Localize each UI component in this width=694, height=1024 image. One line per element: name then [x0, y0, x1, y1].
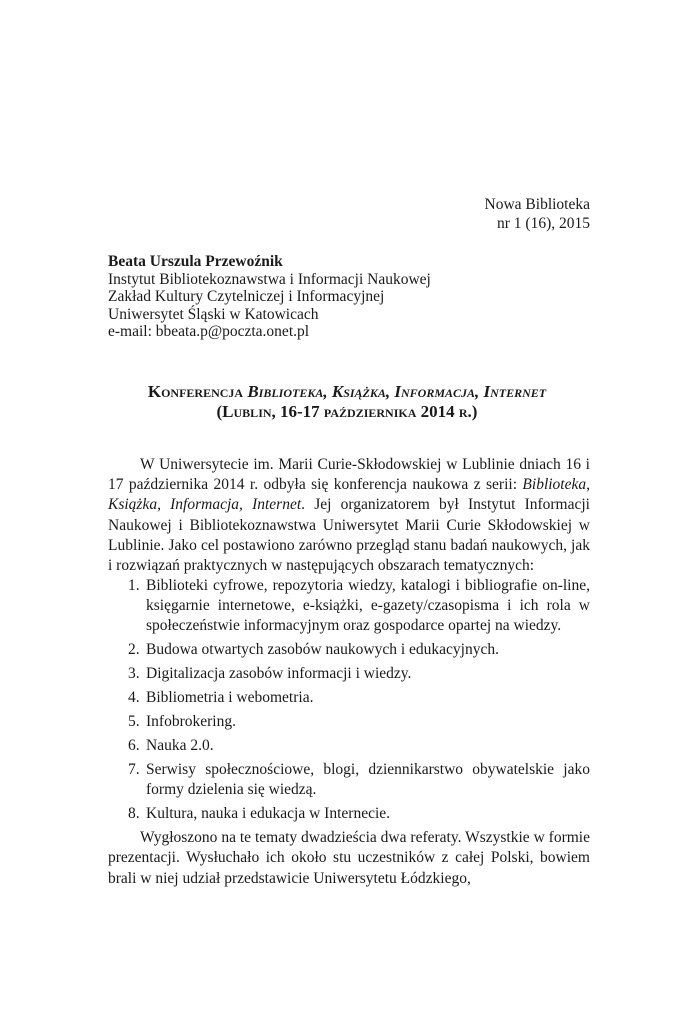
list-item-number: 8.: [128, 805, 140, 823]
intro-series-name: Biblioteka, Książka, Informacja, Internet: [108, 476, 590, 514]
list-item-text: Digitalizacja zasobów informacji i wiedzy.: [146, 665, 412, 683]
list-item: [108, 804, 590, 824]
author-name: Beata Urszula Przewoźnik: [108, 253, 283, 270]
list-item-number: 5.: [128, 713, 140, 731]
list-item: [108, 688, 590, 708]
title-line-1: [104, 382, 590, 402]
list-item: [108, 664, 590, 684]
title-prefix: Konferencja: [147, 382, 248, 401]
list-item-text: Bibliometria i webometria.: [146, 689, 314, 707]
list-item-number: 7.: [128, 761, 140, 779]
author-affiliation-2: Zakład Kultury Czytelniczej i Informacyjnej: [108, 288, 385, 305]
list-item: [108, 736, 590, 756]
list-item-text: Biblioteki cyfrowe, repozytoria wiedzy, katalogi i bibliografie on-line, księgarnie internetowe, e-książki, e-gazety/czasopisma i ich rola w społeczeństwie informacyjnym oraz gospodarce opartej na wiedzy.: [146, 577, 590, 635]
list-item: [108, 712, 590, 732]
title-italic: Biblioteka, Książka, Informacja, Internet: [247, 382, 547, 401]
intro-text-start: W Uniwersytecie im. Marii Curie-Skłodowskiej w Lublinie dniach 16 i 17 października 2014 r. odbyła się konferencja naukowa z serii:: [108, 456, 590, 494]
author-affiliation-3: Uniwersytet Śląski w Katowicach: [108, 305, 319, 323]
article-title: [104, 382, 590, 422]
list-item: [108, 576, 590, 636]
journal-header: [485, 195, 590, 233]
list-item-text: Serwisy społecznościowe, blogi, dziennikarstwo obywatelskie jako formy dzielenia się wiedzą.: [146, 761, 590, 799]
list-item: [108, 760, 590, 800]
list-item: [108, 640, 590, 660]
list-item-text: Nauka 2.0.: [146, 737, 214, 755]
list-item-number: 4.: [128, 689, 140, 707]
list-item-text: Budowa otwartych zasobów naukowych i edukacyjnych.: [146, 641, 499, 659]
list-item-number: 1.: [128, 577, 140, 595]
closing-paragraph: Wygłoszono na te tematy dwadzieścia dwa referaty. Wszystkie w formie prezentacji. Wysłuchało ich około stu uczestników z całej Polski, bowiem brali w niej udział przedstawicie Uniwersytetu Łódzkiego,: [108, 829, 590, 887]
list-item-number: 3.: [128, 665, 140, 683]
author-block: [108, 253, 431, 341]
article-body: [108, 455, 590, 889]
title-line-2: (Lublin, 16-17 października 2014 r.): [216, 402, 478, 421]
journal-title: Nowa Biblioteka: [484, 196, 590, 213]
author-affiliation-1: Instytut Bibliotekoznawstwa i Informacji Naukowej: [108, 270, 431, 288]
list-item-text: Kultura, nauka i edukacja w Internecie.: [146, 805, 391, 823]
author-email: e-mail: bbeata.p@poczta.onet.pl: [108, 323, 310, 340]
intro-paragraph: [108, 455, 590, 576]
list-item-text: Infobrokering.: [146, 713, 236, 731]
journal-issue: nr 1 (16), 2015: [497, 215, 590, 232]
list-item-number: 6.: [128, 737, 140, 755]
topics-list: [108, 576, 590, 824]
intro-text-end: . Jej organizatorem był Instytut Informacji Naukowej i Bibliotekoznawstwa Uniwersytet Marii Curie Skłodowskiej w Lublinie. Jako cel postawiono zarówno przegląd stanu badań naukowych, jak i rozwiązań praktycznych w następujących obszarach tematycznych:: [108, 496, 590, 575]
list-item-number: 2.: [128, 641, 140, 659]
